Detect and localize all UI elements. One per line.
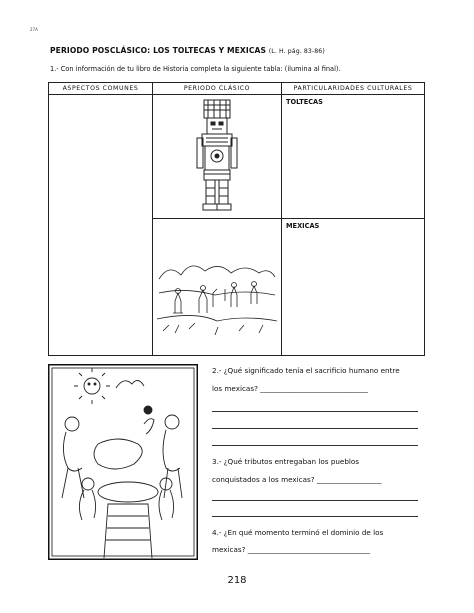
toltec-image-cell bbox=[153, 95, 282, 219]
comparison-table bbox=[48, 82, 425, 356]
answer-line[interactable] bbox=[212, 516, 418, 517]
header-particularidades: PARTICULARIDADES CULTURALES bbox=[282, 83, 425, 95]
toltecas-label: TOLTECAS bbox=[286, 98, 323, 106]
table-header-row bbox=[49, 83, 425, 95]
table-row-toltecas bbox=[49, 95, 425, 219]
question-3-line2[interactable]: conquistados a los mexicas? __________________ bbox=[212, 475, 382, 484]
aspectos-comunes-cell[interactable] bbox=[49, 95, 153, 356]
mexica-image-cell bbox=[153, 219, 282, 356]
corner-note: 27A bbox=[30, 27, 38, 32]
page-title bbox=[50, 46, 325, 55]
question-2-line2[interactable]: los mexicas? ______________________________ bbox=[212, 384, 368, 393]
page-number: 218 bbox=[227, 575, 247, 586]
title-reference: (L. H. pág. 83-86) bbox=[268, 48, 325, 55]
landscape-warriors-illustration bbox=[155, 249, 279, 349]
toltecas-cell[interactable] bbox=[282, 95, 425, 219]
question-4-line2[interactable]: mexicas? __________________________________ bbox=[212, 545, 370, 554]
answer-line[interactable] bbox=[212, 500, 418, 501]
atlante-statue-illustration bbox=[192, 98, 242, 214]
answer-line[interactable] bbox=[212, 411, 418, 412]
question-2-text: 2.- ¿Qué significado tenía el sacrificio humano entre bbox=[212, 366, 400, 375]
instruction-text: 1.- Con información de tu libro de Historia completa la siguiente tabla: (ilumina al final). bbox=[50, 65, 341, 73]
header-aspectos: ASPECTOS COMUNES bbox=[49, 83, 153, 95]
title-text: PERIODO POSCLÁSICO: LOS TOLTECAS Y MEXICAS bbox=[50, 46, 267, 55]
mexicas-cell[interactable] bbox=[282, 219, 425, 356]
question-4-text: 4.- ¿En qué momento terminó el dominio de los bbox=[212, 528, 384, 537]
mexicas-label: MEXICAS bbox=[286, 222, 320, 230]
question-3-text: 3.- ¿Qué tributos entregaban los pueblos bbox=[212, 457, 360, 466]
aztec-sacrifice-illustration bbox=[48, 364, 198, 560]
header-periodo: PERIODO CLÁSICO bbox=[153, 83, 282, 95]
answer-line[interactable] bbox=[212, 428, 418, 429]
answer-line[interactable] bbox=[212, 445, 418, 446]
